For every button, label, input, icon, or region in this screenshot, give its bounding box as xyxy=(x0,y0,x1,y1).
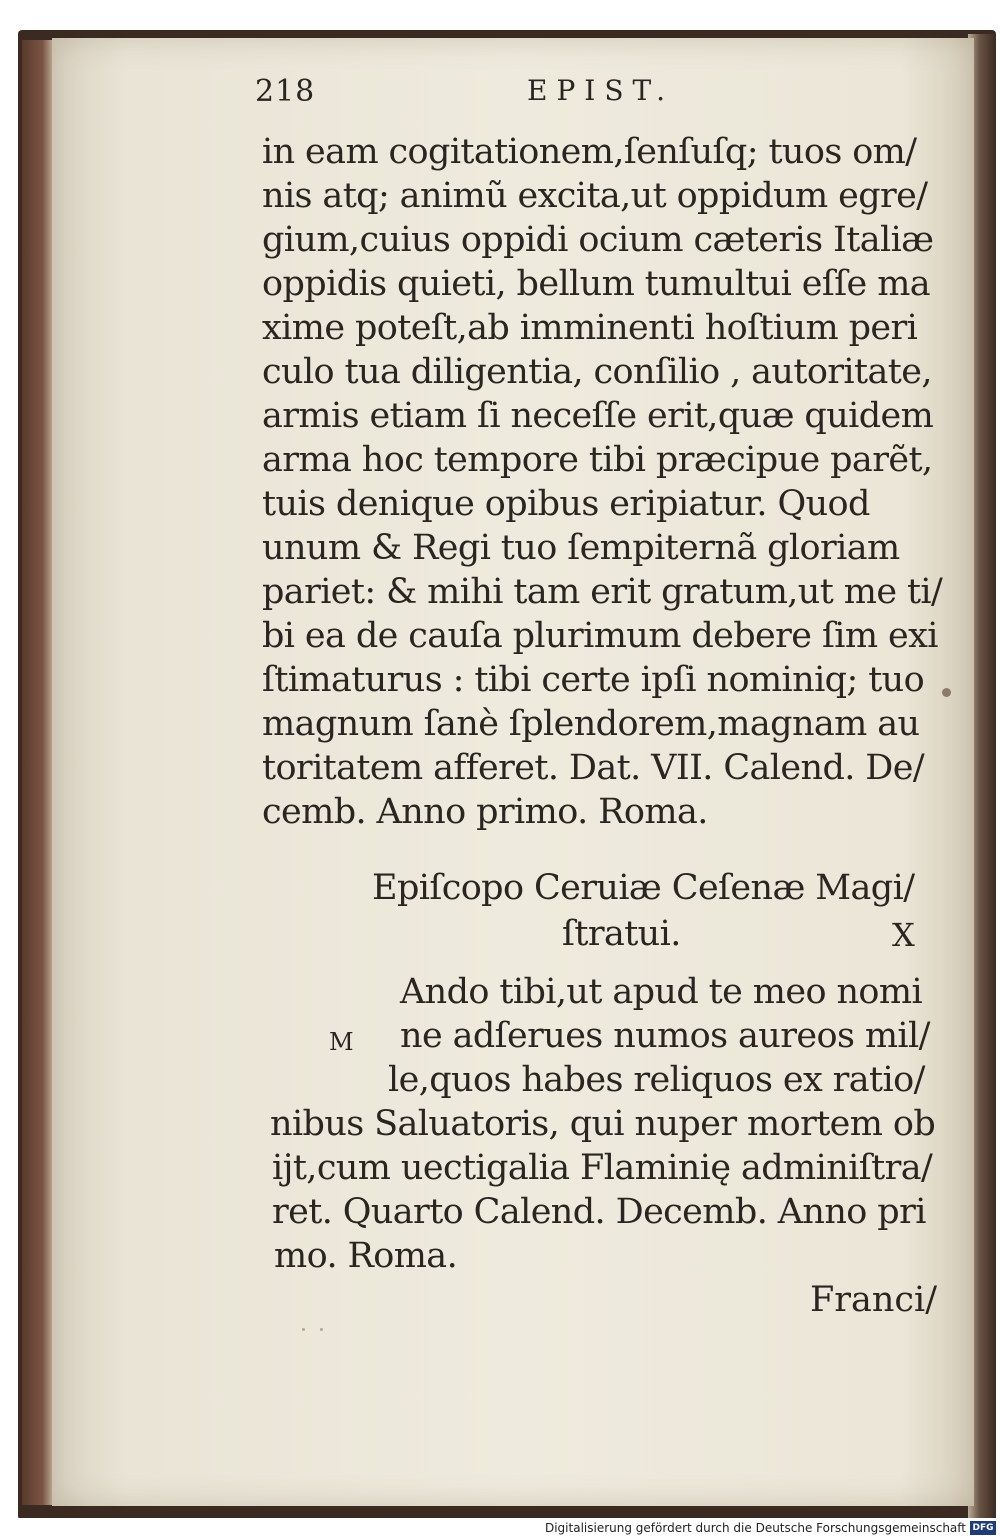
text-line: ne adſerues numos aureos mil/ xyxy=(400,1016,930,1056)
text-line: pariet: & mihi tam erit gratum,ut me ti/ xyxy=(262,572,943,612)
text-line: xime poteſt,ab imminenti hoſtium peri xyxy=(262,308,918,348)
catchword: Franci/ xyxy=(810,1280,938,1320)
text-line: gium,cuius oppidi ocium cæteris Italiæ xyxy=(262,220,934,260)
ink-spot xyxy=(320,1328,323,1331)
page-header xyxy=(255,74,725,114)
funding-credit: Digitalisierung gefördert durch die Deutsche Forschungsgemeinschaft xyxy=(544,1521,966,1535)
page-number: 218 xyxy=(255,74,316,109)
text-line: cemb. Anno primo. Roma. xyxy=(262,792,708,832)
text-line: magnum ſanè ſplendorem,magnam au xyxy=(262,704,920,744)
text-line: nibus Saluatoris, qui nuper mortem ob xyxy=(270,1104,936,1144)
text-line: culo tua diligentia, conſilio , autoritate, xyxy=(262,352,932,392)
text-line: mo. Roma. xyxy=(274,1236,458,1276)
running-head: EPIST. xyxy=(527,74,674,107)
letter-number: X xyxy=(892,916,915,954)
text-line: arma hoc tempore tibi præcipue parẽt, xyxy=(262,440,933,480)
text-line: toritatem afferet. Dat. VII. Calend. De/ xyxy=(262,748,925,788)
text-line: ſtimaturus : tibi certe ipſi nominiq; tuo xyxy=(262,660,925,700)
letter-heading: Epiſcopo Ceruiæ Ceſenæ Magi/ xyxy=(372,868,915,908)
ink-spot xyxy=(942,688,951,697)
text-line: unum & Regi tuo ſempiternã gloriam xyxy=(262,528,900,568)
text-line: nis atq; animũ excita,ut oppidum egre/ xyxy=(262,176,928,216)
text-line: ijt,cum uectigalia Flaminię adminiſtra/ xyxy=(272,1148,933,1188)
initial-letter: M xyxy=(329,1028,354,1056)
dfg-logo-icon: DFG xyxy=(970,1521,996,1535)
text-line: bi ea de cauſa plurimum debere ſim exi xyxy=(262,616,938,656)
text-line: armis etiam ſi neceſſe erit,quæ quidem xyxy=(262,396,934,436)
text-line: oppidis quieti, bellum tumultui eſſe ma xyxy=(262,264,931,304)
cover-left-edge xyxy=(22,40,56,1505)
text-line: le,quos habes reliquos ex ratio/ xyxy=(388,1060,925,1100)
letter-heading: ſtratui. xyxy=(562,914,681,954)
text-line: in eam cogitationem,ſenſuſq; tuos om/ xyxy=(262,132,917,172)
text-line: Ando tibi,ut apud te meo nomi xyxy=(400,972,923,1012)
text-line: tuis denique opibus eripiatur. Quod xyxy=(262,484,870,524)
text-line: ret. Quarto Calend. Decemb. Anno pri xyxy=(272,1192,926,1232)
digitization-footer xyxy=(0,1518,1000,1540)
ink-spot xyxy=(302,1328,305,1331)
